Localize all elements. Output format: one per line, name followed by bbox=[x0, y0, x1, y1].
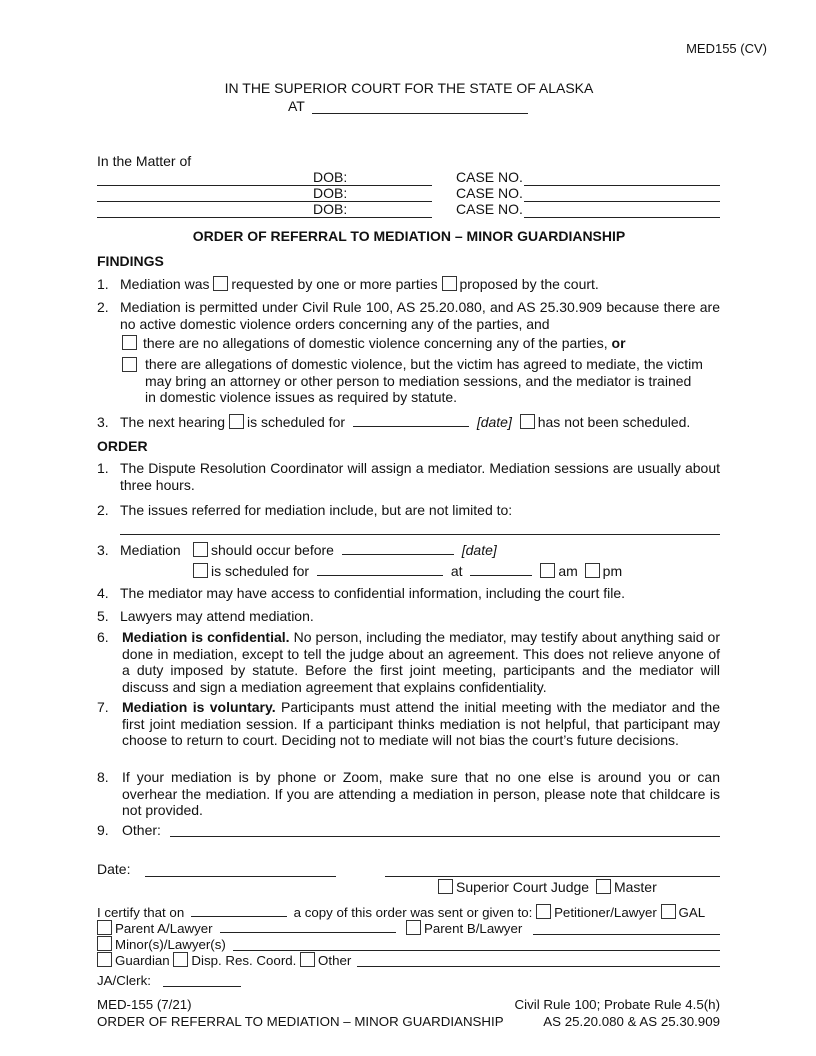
finding-1 bbox=[120, 276, 599, 293]
minors-label: Minor(s)/Lawyer(s) bbox=[115, 937, 226, 952]
order-4-text: The mediator may have access to confidential information, including the court file. bbox=[120, 585, 626, 601]
date-hint: [date] bbox=[461, 542, 497, 558]
finding-1-text: Mediation was bbox=[120, 276, 210, 292]
name-field[interactable] bbox=[97, 201, 432, 202]
certificate-line-4 bbox=[97, 952, 351, 969]
not-scheduled-checkbox[interactable] bbox=[520, 414, 535, 429]
proposed-label: proposed by the court. bbox=[459, 276, 599, 292]
time-field[interactable] bbox=[470, 563, 532, 576]
other-recipient-field[interactable] bbox=[357, 966, 720, 967]
finding-3 bbox=[120, 414, 690, 431]
requested-label: requested by one or more parties bbox=[231, 276, 438, 292]
item-number: 6. bbox=[97, 629, 109, 645]
master-checkbox[interactable] bbox=[596, 879, 611, 894]
footer-statutes: AS 25.20.080 & AS 25.30.909 bbox=[543, 1014, 720, 1029]
findings-heading: FINDINGS bbox=[97, 253, 164, 269]
certificate-line-3 bbox=[97, 936, 226, 953]
order-1-text: The Dispute Resolution Coordinator will assign a mediator. Mediation sessions are usually about three hours. bbox=[120, 460, 720, 493]
certificate-line-2 bbox=[97, 920, 522, 937]
pm-label: pm bbox=[602, 563, 623, 579]
matter-label: In the Matter of bbox=[97, 153, 192, 169]
dv-agreed-label: there are allegations of domestic violence, but the victim has agreed to mediate, the victim may bring an attorney or other person to mediation sessions, and the mediator is trained in domestic violence issues as required by statute. bbox=[145, 356, 703, 406]
clerk-field[interactable] bbox=[163, 986, 241, 987]
petitioner-label: Petitioner/Lawyer bbox=[554, 905, 657, 920]
confidential-heading: Mediation is confidential. bbox=[122, 629, 290, 645]
parent-a-label: Parent A/Lawyer bbox=[115, 921, 213, 936]
case-no-label: CASE NO. bbox=[456, 169, 523, 185]
clerk-label: JA/Clerk: bbox=[97, 973, 151, 988]
footer-rules: Civil Rule 100; Probate Rule 4.5(h) bbox=[514, 997, 720, 1012]
location-field[interactable] bbox=[312, 113, 528, 114]
parent-b-checkbox[interactable] bbox=[406, 920, 421, 935]
other-label: Other: bbox=[122, 822, 161, 838]
at-label: at bbox=[450, 563, 463, 579]
certify-date-field[interactable] bbox=[191, 904, 287, 917]
other-field[interactable] bbox=[170, 836, 720, 837]
issues-field[interactable] bbox=[120, 534, 720, 535]
or-label: or bbox=[611, 335, 626, 351]
petitioner-checkbox[interactable] bbox=[536, 904, 551, 919]
item-number: 4. bbox=[97, 585, 109, 601]
case-no-label: CASE NO. bbox=[456, 201, 523, 217]
item-number: 1. bbox=[97, 460, 109, 476]
dob-label: DOB: bbox=[313, 201, 348, 217]
parent-b-label: Parent B/Lawyer bbox=[423, 921, 523, 936]
scheduled-checkbox[interactable] bbox=[193, 563, 208, 578]
guardian-checkbox[interactable] bbox=[97, 952, 112, 967]
occur-before-label: should occur before bbox=[211, 542, 334, 558]
hearing-scheduled-checkbox[interactable] bbox=[229, 414, 244, 429]
case-no-field[interactable] bbox=[524, 201, 720, 202]
order-3-text: Mediation bbox=[120, 542, 181, 558]
dob-label: DOB: bbox=[313, 169, 348, 185]
parent-b-field[interactable] bbox=[533, 934, 720, 935]
scheduled-date-field[interactable] bbox=[317, 563, 443, 576]
other-recipient-label: Other bbox=[318, 953, 352, 968]
case-no-field[interactable] bbox=[524, 217, 720, 218]
finding-2-text: Mediation is permitted under Civil Rule 100, AS 25.20.080, and AS 25.30.909 because there are no active domestic violence orders concerning any of the parties, and bbox=[120, 299, 720, 332]
footer-form-code: MED-155 (7/21) bbox=[97, 997, 192, 1012]
certify-text-2: a copy of this order was sent or given to: bbox=[293, 905, 533, 920]
gal-checkbox[interactable] bbox=[661, 904, 676, 919]
item-number: 1. bbox=[97, 276, 109, 292]
date-field[interactable] bbox=[145, 876, 336, 877]
certificate-line-1 bbox=[97, 904, 705, 921]
item-number: 5. bbox=[97, 608, 109, 624]
order-2-text: The issues referred for mediation include, but are not limited to: bbox=[120, 502, 513, 518]
order-7 bbox=[122, 699, 720, 749]
certify-text: I certify that on bbox=[97, 905, 185, 920]
hearing-date-field[interactable] bbox=[353, 414, 469, 427]
requested-checkbox[interactable] bbox=[213, 276, 228, 291]
scheduled-row bbox=[193, 563, 622, 580]
at-label: AT bbox=[288, 98, 305, 114]
judge-checkbox[interactable] bbox=[438, 879, 453, 894]
item-number: 7. bbox=[97, 699, 109, 715]
other-recipient-checkbox[interactable] bbox=[300, 952, 315, 967]
am-checkbox[interactable] bbox=[540, 563, 555, 578]
guardian-label: Guardian bbox=[115, 953, 170, 968]
no-dv-checkbox[interactable] bbox=[122, 335, 137, 350]
form-code: MED155 (CV) bbox=[686, 41, 767, 56]
parent-a-field[interactable] bbox=[220, 920, 396, 933]
signature-field[interactable] bbox=[385, 876, 720, 877]
item-number: 9. bbox=[97, 822, 109, 838]
document-title: ORDER OF REFERRAL TO MEDIATION – MINOR GUARDIANSHIP bbox=[192, 228, 626, 244]
footer-title: ORDER OF REFERRAL TO MEDIATION – MINOR GUARDIANSHIP bbox=[97, 1014, 504, 1029]
dob-label: DOB: bbox=[313, 185, 348, 201]
dv-agreed-checkbox[interactable] bbox=[122, 357, 137, 372]
item-number: 3. bbox=[97, 414, 109, 430]
case-no-label: CASE NO. bbox=[456, 185, 523, 201]
voluntary-heading: Mediation is voluntary. bbox=[122, 699, 276, 715]
order-8-text: If your mediation is by phone or Zoom, make sure that no one else is around you or can overhear the mediation. If you are attending a mediation in person, please note that childcare is not provided. bbox=[122, 769, 720, 819]
date-label: Date: bbox=[97, 861, 131, 877]
no-dv-option bbox=[122, 335, 626, 352]
minors-field[interactable] bbox=[233, 950, 720, 951]
order-heading: ORDER bbox=[97, 438, 148, 454]
order-6-text: No person, including the mediator, may testify about anything said or done in mediation, except to tell the judge about an agreement. This does not relieve anyone of a duty imposed by statute. Before the first joint meeting, participants and the mediator will discuss and sign a mediation agreement that explains confidentiality. bbox=[122, 629, 721, 696]
date-hint: [date] bbox=[476, 414, 512, 430]
master-label: Master bbox=[613, 879, 657, 895]
item-number: 3. bbox=[97, 542, 109, 558]
court-heading: IN THE SUPERIOR COURT FOR THE STATE OF ALASKA bbox=[224, 80, 594, 96]
next-hearing-text: The next hearing bbox=[120, 414, 226, 430]
no-dv-label: there are no allegations of domestic violence concerning any of the parties, bbox=[143, 335, 608, 351]
order-7-text: Participants must attend the initial meeting with the mediator and the first joint mediation session. If a participant thinks mediation is not helpful, that participant may choose to return to court. Deciding not to mediate will not bias the court’s future decisions. bbox=[122, 699, 721, 749]
signer-title bbox=[438, 879, 657, 896]
judge-label: Superior Court Judge bbox=[456, 879, 590, 895]
drc-label: Disp. Res. Coord. bbox=[191, 953, 297, 968]
order-6 bbox=[122, 629, 720, 696]
case-no-field[interactable] bbox=[524, 185, 720, 186]
am-label: am bbox=[558, 563, 578, 579]
gal-label: GAL bbox=[678, 905, 706, 920]
parent-a-checkbox[interactable] bbox=[97, 920, 112, 935]
occur-before-date-field[interactable] bbox=[342, 542, 454, 555]
item-number: 8. bbox=[97, 769, 109, 785]
minors-checkbox[interactable] bbox=[97, 936, 112, 951]
drc-checkbox[interactable] bbox=[173, 952, 188, 967]
item-number: 2. bbox=[97, 299, 109, 315]
occur-before-checkbox[interactable] bbox=[193, 542, 208, 557]
proposed-checkbox[interactable] bbox=[442, 276, 457, 291]
name-field[interactable] bbox=[97, 185, 432, 186]
occur-before-row bbox=[193, 542, 497, 559]
scheduled-for-label: is scheduled for bbox=[246, 414, 346, 430]
order-5-text: Lawyers may attend mediation. bbox=[120, 608, 314, 624]
item-number: 2. bbox=[97, 502, 109, 518]
scheduled-label: is scheduled for bbox=[211, 563, 310, 579]
pm-checkbox[interactable] bbox=[585, 563, 600, 578]
name-field[interactable] bbox=[97, 217, 432, 218]
not-scheduled-label: has not been scheduled. bbox=[537, 414, 691, 430]
